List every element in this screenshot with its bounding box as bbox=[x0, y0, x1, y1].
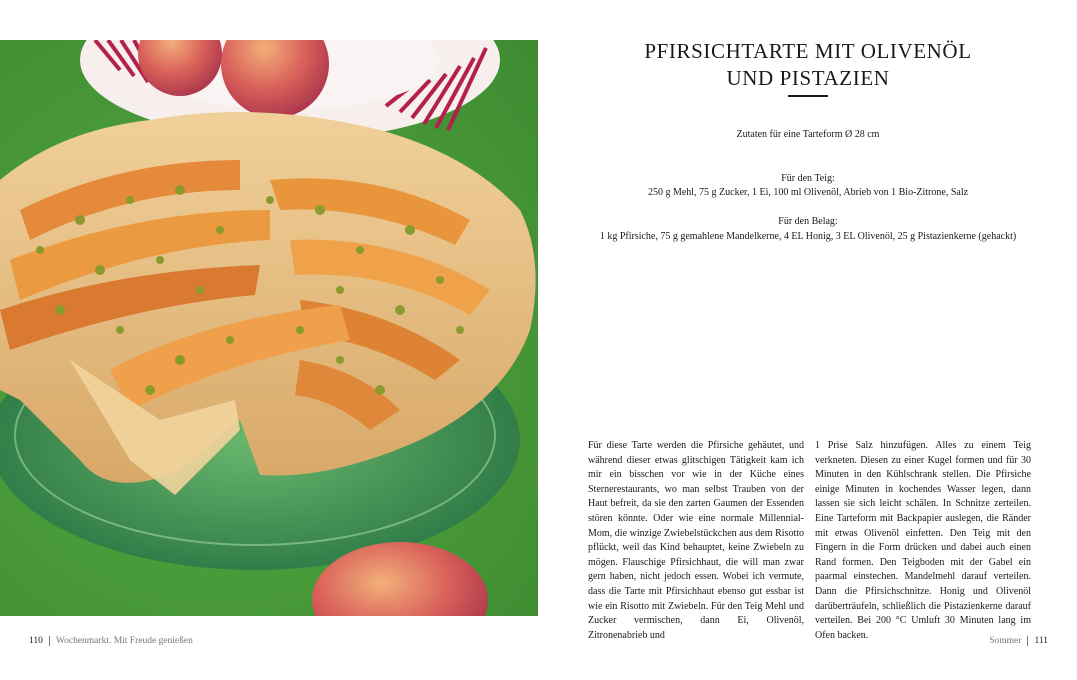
dough-items: 250 g Mehl, 75 g Zucker, 1 Ei, 100 ml Olivenöl, Abrieb von 1 Bio-Zitrone, Salz bbox=[647, 187, 969, 198]
topping-heading: Für den Belag: bbox=[778, 216, 838, 227]
right-page-number: 111 bbox=[1034, 636, 1048, 646]
right-page-footer bbox=[989, 636, 1048, 646]
recipe-title-line-2: UND PISTAZIEN bbox=[726, 66, 890, 90]
tart-size: Zutaten für eine Tarteform Ø 28 cm bbox=[736, 129, 880, 140]
left-page-number: 110 bbox=[29, 636, 43, 646]
peach-tart-illustration bbox=[0, 40, 538, 616]
right-running-head: Sommer bbox=[989, 636, 1022, 646]
recipe-title-line-1: PFIRSICHTARTE MIT OLIVENÖL bbox=[644, 39, 972, 63]
left-page-footer bbox=[29, 636, 193, 646]
body-text-column-left: Für diese Tarte werden die Pfirsiche gehäutet, und während dieser etwas glitschigen Tätigkeit kam ich mir ein bisschen vor wie in der Küche eines Sternerestaurants, wo man selbst Trauben von der Haut befreit, da sie den zarten Gaumen der Essenden stören könnte. Oder wie eine normale Millennial-Mom, die winzige Zwiebelstückchen aus dem Risotto pflückt, weil das Kind behauptet, keine Zwiebeln zu mögen. Flauschige Pfirsichhaut, die will man zwar gern haben, nicht jedoch essen. Wobei ich vermute, dass die Tarte mit Pfirsichhaut ebenso gut essbar ist wie ein Risotto mit Zwiebeln. Für den Teig Mehl und Zucker vermischen, dann Ei, Olivenöl, Zitronenabrieb und bbox=[588, 440, 804, 641]
left-running-head: Wochenmarkt. Mit Freude genießen bbox=[55, 636, 193, 646]
topping-items: 1 kg Pfirsiche, 75 g gemahlene Mandelkerne, 4 EL Honig, 3 EL Olivenöl, 25 g Pistazienkerne (gehackt) bbox=[599, 230, 1017, 242]
recipe-title bbox=[560, 38, 1056, 92]
footer-divider bbox=[1027, 636, 1028, 646]
ingredients-block bbox=[560, 128, 1056, 244]
footer-divider bbox=[49, 636, 50, 646]
title-divider bbox=[788, 95, 828, 97]
body-text-column-right: 1 Prise Salz hinzufügen. Alles zu einem Teig verkneten. Diesen zu einer Kugel formen und für 30 Minuten in den Kühlschrank stellen. Die Pfirsiche einige Minuten in kochendes Wasser legen, dann lassen sie sich leicht schälen. In Schnitze zerteilen. Eine Tarteform mit Backpapier auslegen, die Ränder mit etwas Olivenöl einfetten. Den Teig mit den Fingern in die Form drücken und dabei auch einen Rand formen. Den Teigboden mit der Gabel ein paarmal einstechen. Mandelmehl darauf verteilen. Dann die Pfirsichschnitze. Honig und Olivenöl darüberträufeln, schließlich die Pistazienkerne darauf verteilen. Bei 200 °C Umluft 30 Minuten lang im Ofen backen. bbox=[815, 440, 1031, 641]
tart-photo bbox=[0, 40, 538, 616]
dough-heading: Für den Teig: bbox=[781, 172, 835, 184]
